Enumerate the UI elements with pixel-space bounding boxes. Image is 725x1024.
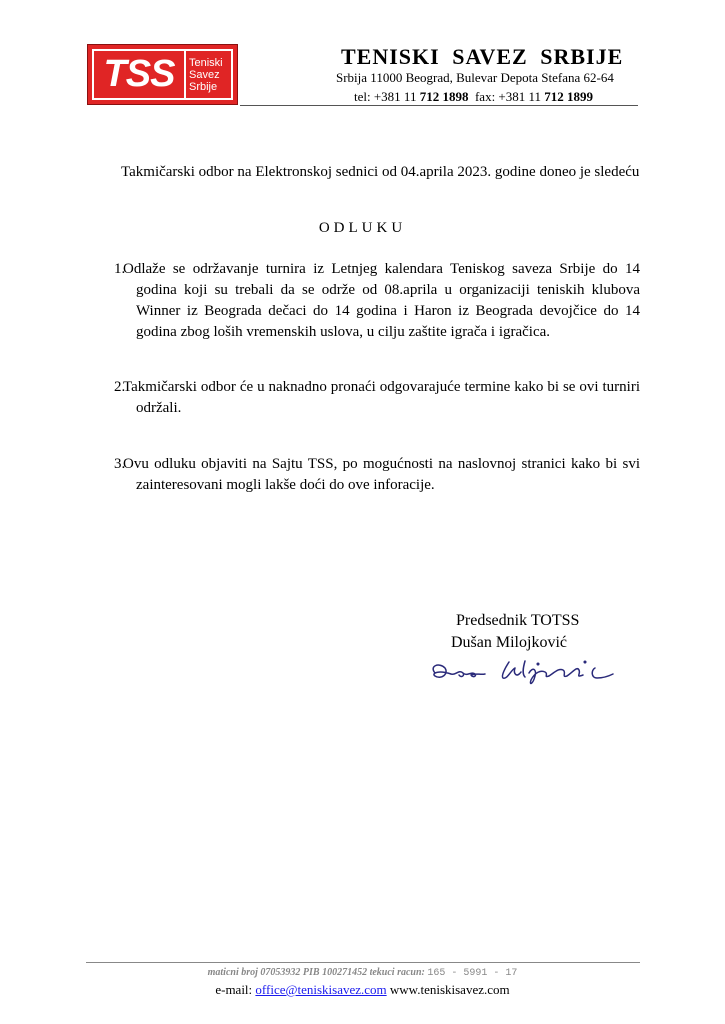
footer-contact <box>0 982 725 998</box>
logo-line-3: Srbije <box>189 80 218 93</box>
item-text: se ovi turniri održali. <box>136 379 641 416</box>
handwritten-signature <box>425 656 640 688</box>
fax-prefix: fax: +381 11 <box>474 89 545 104</box>
header-divider <box>240 105 638 106</box>
intro-paragraph: Takmičarski odbor na Elektronskoj sednici od 04.aprila 2023. godine doneo je sledeću <box>121 164 640 180</box>
item-number: 2. <box>114 379 126 395</box>
organization-name: TENISKI SAVEZ SRBIJE <box>341 44 624 69</box>
decision-item-2 <box>114 377 640 419</box>
item-text: do 14 godina koji su trebali da se održe od 08.aprila u organizaciji teniskih klubova Winner iz Beograda dečaci do 14 godina i Haron iz Beograda devojčice do 14 godina zbog loših vremenskih uslova, u cilju zaštite igrača i igračica. <box>136 261 641 340</box>
registration-info: maticni broj 07053932 PIB 100271452 tekuci racun: <box>207 967 425 978</box>
account-number: 165 - 5991 - 17 <box>427 968 518 979</box>
item-number: 1. <box>114 261 126 277</box>
fax-number: 712 1899 <box>544 89 594 104</box>
tss-logo <box>87 44 238 105</box>
organization-contact <box>354 89 593 105</box>
item-first-line: Odlaže se održavanje turnira iz Letnjeg kalendara Teniskog saveza Srbije <box>123 261 596 277</box>
logo-abbreviation: TSS <box>103 53 175 95</box>
item-text: kako bi svi zainteresovani mogli lakše doći do ove inforacije. <box>136 456 640 493</box>
footer-divider <box>86 962 640 963</box>
logo-line-1: Teniski <box>189 56 223 69</box>
organization-address: Srbija 11000 Beograd, Bulevar Depota Stefana 62-64 <box>336 70 614 85</box>
item-first-line: Takmičarski odbor će u naknadno pronaći odgovarajuće termine kako bi <box>123 379 559 395</box>
decision-item-3 <box>114 454 640 496</box>
logo-wordmark <box>184 51 231 98</box>
signatory-name: Dušan Milojković <box>451 634 567 651</box>
footer-registration <box>0 967 725 979</box>
document-title: ODLUKU <box>318 220 407 236</box>
logo-line-2: Savez <box>189 68 220 81</box>
email-label: e-mail: <box>215 982 253 997</box>
item-first-line: Ovu odluku objaviti na Sajtu TSS, po mogućnosti na naslovnoj stranici <box>123 456 566 472</box>
phone-number: 712 1898 <box>419 89 469 104</box>
phone-prefix: tel: +381 11 <box>354 89 420 104</box>
decision-item-1 <box>114 259 640 343</box>
signatory-role: Predsednik TOTSS <box>456 612 580 629</box>
website-text: www.teniskisavez.com <box>389 982 510 997</box>
item-number: 3. <box>114 456 126 472</box>
email-link[interactable]: office@teniskisavez.com <box>255 982 387 997</box>
